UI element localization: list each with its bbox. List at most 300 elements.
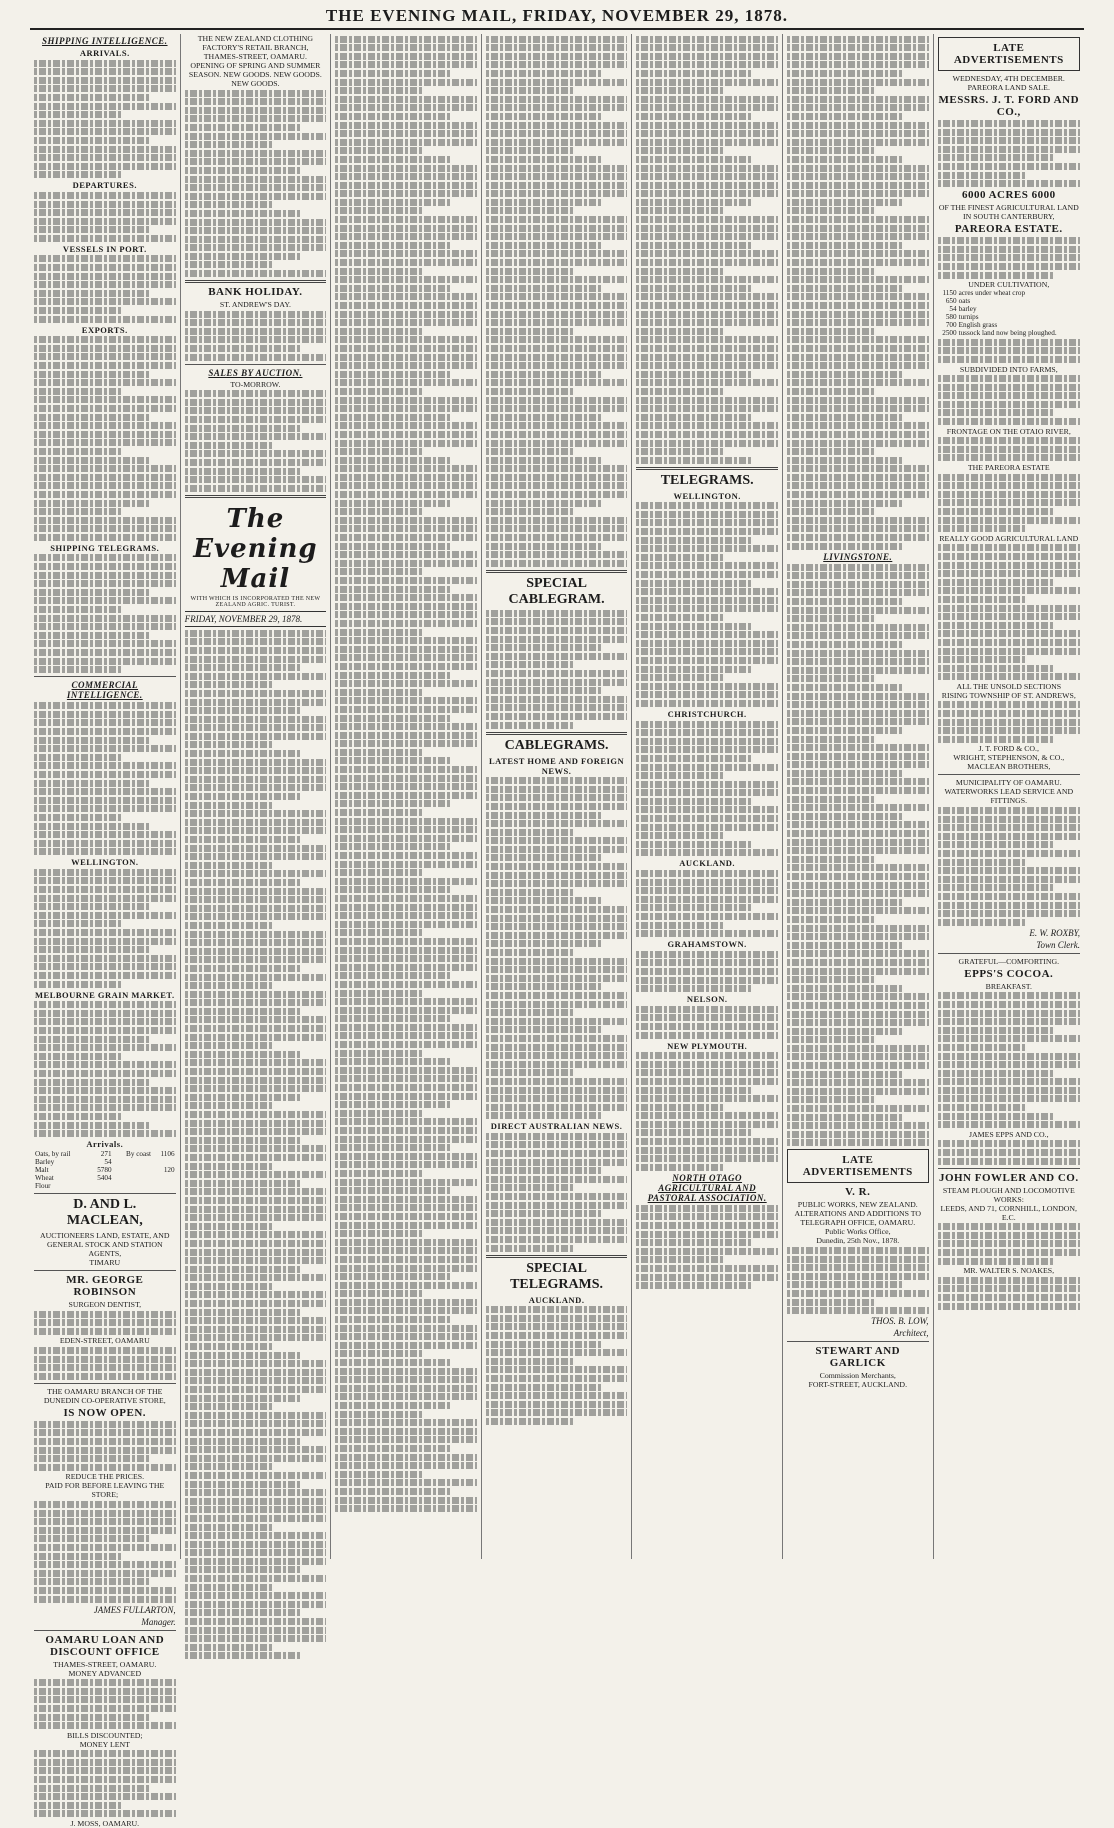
text-line <box>486 1018 628 1025</box>
text-line <box>335 156 451 163</box>
text-line <box>486 259 628 266</box>
text-line <box>34 388 122 395</box>
text-line <box>787 345 929 352</box>
text-line <box>486 1375 628 1382</box>
text-line <box>335 1101 451 1108</box>
text-line <box>335 345 477 352</box>
text-line <box>636 1256 724 1263</box>
text-line <box>335 1230 423 1237</box>
text-line <box>34 1364 176 1371</box>
text-line <box>787 667 929 674</box>
maclean-place: TIMARU <box>89 1258 121 1268</box>
text-line <box>636 87 724 94</box>
text-line <box>938 613 1080 620</box>
text-line <box>938 339 1080 346</box>
late-ads-heading-2: LATE ADVERTISEMENTS <box>953 42 1064 66</box>
text-line <box>185 450 327 457</box>
text-line <box>787 482 929 489</box>
text-line <box>185 853 327 860</box>
text-line <box>185 1584 273 1591</box>
text-line <box>938 375 1080 382</box>
text-line <box>335 165 477 172</box>
text-line <box>335 61 477 68</box>
table-cell: By coast <box>126 1150 151 1159</box>
text-line <box>34 658 176 665</box>
text-line <box>787 1002 929 1009</box>
text-line <box>34 632 150 639</box>
wellington-heading: WELLINGTON. <box>71 857 139 868</box>
text-line <box>938 992 1080 999</box>
text-line <box>636 53 778 60</box>
text-line <box>185 870 327 877</box>
text-line <box>486 422 628 429</box>
text-line <box>486 525 628 532</box>
text-line <box>636 832 724 839</box>
text-line <box>185 345 301 352</box>
text-line <box>34 218 176 225</box>
paper-subtitle: WITH WHICH IS INCORPORATED THE NEW ZEALAND AGRIC. TURIST. <box>190 595 321 608</box>
text-line <box>185 158 327 165</box>
text-line <box>34 1696 176 1703</box>
text-line <box>185 1102 273 1109</box>
maclean-sub: AUCTIONEERS LAND, ESTATE, AND GENERAL STOCK AND STATION AGENTS, <box>40 1231 170 1259</box>
text-line <box>938 807 1080 814</box>
text-line <box>34 290 150 297</box>
text-line <box>185 1128 327 1135</box>
text-line <box>636 571 778 578</box>
text-line <box>335 1299 477 1306</box>
text-line <box>185 1463 273 1470</box>
text-line <box>185 1403 273 1410</box>
text-line <box>486 285 602 292</box>
text-line <box>335 620 477 627</box>
text-line <box>34 938 176 945</box>
text-line <box>787 79 929 86</box>
text-line <box>335 878 477 885</box>
telegrams-heading: TELEGRAMS. <box>660 472 754 488</box>
text-line <box>335 225 477 232</box>
coop-title: THE OAMARU BRANCH OF THE DUNEDIN CO-OPERATIVE STORE, <box>43 1386 166 1405</box>
text-line <box>938 1223 1080 1230</box>
text-line <box>486 618 628 625</box>
text-line <box>185 319 327 326</box>
text-line <box>787 1139 929 1146</box>
text-line <box>787 70 903 77</box>
text-line <box>486 1061 628 1068</box>
text-line <box>486 362 628 369</box>
text-line <box>335 1075 477 1082</box>
text-line <box>335 207 423 214</box>
table-cell: Flour <box>35 1182 51 1191</box>
text-line <box>636 879 778 886</box>
text-line <box>335 87 423 94</box>
text-line <box>486 863 628 870</box>
text-line <box>335 749 423 756</box>
text-line <box>636 216 778 223</box>
text-line <box>335 285 451 292</box>
text-line <box>787 693 929 700</box>
text-line <box>335 250 477 257</box>
text-line <box>34 814 122 821</box>
text-line <box>486 543 602 550</box>
text-line <box>34 955 176 962</box>
text-line <box>787 770 903 777</box>
text-line <box>34 886 176 893</box>
text-line <box>636 422 778 429</box>
text-line <box>185 690 327 697</box>
text-line <box>486 79 628 86</box>
table-cell <box>152 1182 176 1190</box>
roxby-name: E. W. ROXBY, <box>1029 927 1080 938</box>
text-line <box>335 328 423 335</box>
text-line <box>636 691 778 698</box>
text-line <box>185 1575 327 1582</box>
text-line <box>636 336 778 343</box>
text-line <box>938 120 1080 127</box>
text-line <box>34 903 150 910</box>
ford2-line: J. T. FORD & CO., <box>978 744 1039 754</box>
text-line <box>636 930 778 937</box>
text-line <box>34 1104 176 1111</box>
text-line <box>34 482 176 489</box>
text-line <box>486 311 628 318</box>
text-line <box>335 1041 477 1048</box>
text-line <box>787 1290 929 1297</box>
text-line <box>636 640 778 647</box>
text-line <box>335 1316 451 1323</box>
text-line <box>34 1438 176 1445</box>
text-line <box>636 1274 778 1281</box>
text-line <box>636 519 778 526</box>
frontage-text <box>938 437 1080 461</box>
text-line <box>486 156 602 163</box>
text-line <box>938 605 1080 612</box>
text-line <box>185 1240 327 1247</box>
text-line <box>185 98 327 105</box>
text-line <box>335 1273 451 1280</box>
text-line <box>636 1129 752 1136</box>
text-line <box>34 255 176 262</box>
text-line <box>335 1333 477 1340</box>
text-line <box>335 1488 451 1495</box>
text-line <box>335 1462 477 1469</box>
text-line <box>938 237 1080 244</box>
text-line <box>486 147 574 154</box>
text-line <box>636 259 778 266</box>
melbourne-text <box>34 1001 176 1137</box>
text-line <box>787 1096 875 1103</box>
text-line <box>938 919 1026 926</box>
text-line <box>636 190 778 197</box>
text-line <box>335 1342 477 1349</box>
text-line <box>185 1532 327 1539</box>
text-line <box>938 884 1055 891</box>
text-line <box>486 534 628 541</box>
text-line <box>636 147 724 154</box>
loan-text-2 <box>34 1750 176 1817</box>
loan-place: THAMES-STREET, OAMARU. <box>53 1659 157 1669</box>
text-line <box>787 354 929 361</box>
in-port-text <box>34 255 176 322</box>
text-line <box>34 895 176 902</box>
text-line <box>787 319 929 326</box>
text-line <box>636 44 778 51</box>
text-line <box>335 646 477 653</box>
text-line <box>34 649 176 656</box>
text-line <box>185 1326 327 1333</box>
text-line <box>185 724 327 731</box>
text-line <box>636 913 778 920</box>
text-line <box>486 794 628 801</box>
text-line <box>335 1179 477 1186</box>
lowe-role: Architect, <box>893 1328 929 1339</box>
col4-text <box>486 36 628 567</box>
text-line <box>34 981 122 988</box>
text-line <box>787 736 875 743</box>
text-line <box>486 786 628 793</box>
divider <box>185 495 327 498</box>
text-line <box>636 414 752 421</box>
text-line <box>185 1524 273 1531</box>
text-line <box>185 270 327 277</box>
text-line <box>787 225 929 232</box>
text-line <box>486 319 628 326</box>
text-line <box>335 964 477 971</box>
text-line <box>34 1027 176 1034</box>
text-line <box>335 130 477 137</box>
text-line <box>34 1113 122 1120</box>
text-line <box>938 180 1080 187</box>
text-line <box>335 998 477 1005</box>
text-line <box>636 233 778 240</box>
text-line <box>335 1393 477 1400</box>
text-line <box>486 1009 574 1016</box>
text-line <box>34 474 176 481</box>
text-line <box>335 1050 423 1057</box>
robinson-title: MR. GEORGE ROBINSON <box>66 1274 144 1299</box>
text-line <box>486 336 628 343</box>
text-line <box>938 587 1080 594</box>
text-line <box>335 990 423 997</box>
text-line <box>787 761 929 768</box>
epps-text <box>938 992 1080 1128</box>
divider <box>938 774 1080 775</box>
text-line <box>34 1570 176 1577</box>
text-line <box>636 379 778 386</box>
leeds-line: LEEDS, AND 71, CORNHILL, LONDON, E.C. <box>940 1203 1077 1222</box>
table-cell <box>89 1182 113 1190</box>
text-line <box>335 259 477 266</box>
text-line <box>185 931 327 938</box>
text-line <box>636 328 724 335</box>
text-line <box>486 1176 628 1183</box>
text-line <box>636 631 778 638</box>
text-line <box>34 517 176 524</box>
text-line <box>34 379 176 386</box>
text-line <box>34 1587 176 1594</box>
text-line <box>636 130 778 137</box>
text-line <box>787 882 929 889</box>
text-line <box>486 130 628 137</box>
text-line <box>34 1347 176 1354</box>
north-otago-heading: NORTH OTAGO AGRICULTURAL AND PASTORAL ASSOCIATION. <box>647 1172 767 1203</box>
holiday-title: BANK HOLIDAY. <box>208 286 303 299</box>
text-line <box>335 1153 477 1160</box>
wright-line: WRIGHT, STEPHENSON, & CO., <box>953 753 1065 763</box>
text-line <box>185 1283 273 1290</box>
estate-text <box>938 237 1080 278</box>
coop-prices: REDUCE THE PRICES. <box>65 1472 145 1482</box>
table-cell: 650 <box>945 297 957 306</box>
text-line <box>335 1325 477 1332</box>
finest-line: OF THE FINEST AGRICULTURAL LAND <box>938 203 1079 213</box>
text-line <box>636 268 724 275</box>
text-line <box>185 1386 327 1393</box>
text-line <box>938 1018 1080 1025</box>
text-line <box>34 235 176 242</box>
really-text <box>938 544 1080 680</box>
text-line <box>335 629 423 636</box>
text-line <box>938 454 1080 461</box>
text-line <box>787 448 875 455</box>
text-line <box>335 732 477 739</box>
auckland-heading-2: AUCKLAND. <box>679 858 736 869</box>
text-line <box>486 457 602 464</box>
text-line <box>787 440 929 447</box>
text-line <box>486 1306 628 1313</box>
text-line <box>335 500 451 507</box>
text-line <box>185 167 301 174</box>
text-line <box>34 128 176 135</box>
text-line <box>636 545 778 552</box>
text-line <box>636 781 778 788</box>
text-line <box>787 182 929 189</box>
text-line <box>486 906 628 913</box>
sale-date: WEDNESDAY, 4TH DECEMBER. <box>952 74 1065 83</box>
text-line <box>34 422 176 429</box>
text-line <box>185 673 327 680</box>
text-line <box>636 721 778 728</box>
text-line <box>486 1104 628 1111</box>
text-line <box>787 564 929 571</box>
text-line <box>938 841 1055 848</box>
text-line <box>486 250 628 257</box>
divider <box>938 1168 1080 1169</box>
text-line <box>335 689 423 696</box>
text-line <box>486 1112 602 1119</box>
text-line <box>185 1197 327 1204</box>
text-line <box>486 508 574 515</box>
text-line <box>34 1679 176 1686</box>
robinson-place: EDEN-STREET, OAMARU <box>59 1336 150 1346</box>
text-line <box>185 459 327 466</box>
text-line <box>185 485 327 492</box>
text-line <box>787 589 929 596</box>
text-line <box>787 397 929 404</box>
text-line <box>335 1161 477 1168</box>
text-line <box>335 1213 477 1220</box>
text-line <box>787 53 929 60</box>
text-line <box>486 722 574 729</box>
wellington-heading-2: WELLINGTON. <box>673 490 741 501</box>
text-line <box>185 656 327 663</box>
text-line <box>486 1401 628 1408</box>
text-line <box>185 468 301 475</box>
text-line <box>34 589 150 596</box>
text-line <box>34 1535 150 1542</box>
text-line <box>787 864 929 871</box>
text-line <box>34 640 176 647</box>
text-line <box>335 577 477 584</box>
text-line <box>938 648 1080 655</box>
text-line <box>34 771 176 778</box>
text-line <box>34 711 176 718</box>
text-line <box>185 442 273 449</box>
text-line <box>34 448 122 455</box>
text-line <box>185 1420 327 1427</box>
auckland-heading: AUCKLAND. <box>528 1294 585 1305</box>
pareora-text <box>938 474 1080 533</box>
text-line <box>486 448 574 455</box>
epps-text-2 <box>938 1140 1080 1164</box>
text-line <box>34 831 176 838</box>
auckland-text <box>636 870 778 937</box>
text-line <box>486 1315 628 1322</box>
text-line <box>185 793 301 800</box>
text-line <box>335 405 477 412</box>
text-line <box>486 923 628 930</box>
text-line <box>938 129 1080 136</box>
text-line <box>486 328 574 335</box>
text-line <box>34 1785 150 1792</box>
fullarton-name: JAMES FULLARTON, <box>93 1604 176 1615</box>
text-line <box>787 87 875 94</box>
text-line <box>787 474 929 481</box>
text-line <box>34 1578 150 1585</box>
text-line <box>34 1311 176 1318</box>
late-ads-box <box>787 1149 929 1183</box>
table-cell: Malt <box>35 1166 49 1175</box>
text-line <box>787 1273 929 1280</box>
text-line <box>486 482 628 489</box>
text-line <box>486 777 628 784</box>
text-line <box>636 849 778 856</box>
text-line <box>486 1150 628 1157</box>
text-line <box>34 273 176 280</box>
text-line <box>34 103 176 110</box>
text-line <box>938 1249 1080 1256</box>
text-line <box>486 405 628 412</box>
text-line <box>34 912 176 919</box>
text-line <box>34 414 150 421</box>
text-line <box>486 61 628 68</box>
text-line <box>185 193 327 200</box>
melbourne-heading: MELBOURNE GRAIN MARKET. <box>35 989 175 1000</box>
text-line <box>636 614 724 621</box>
text-line <box>787 147 875 154</box>
text-line <box>636 1014 778 1021</box>
text-line <box>636 1069 778 1076</box>
col5-text <box>636 36 778 464</box>
text-line <box>34 1018 176 1025</box>
text-line <box>335 603 477 610</box>
moss-name: J. MOSS, OAMARU. <box>70 1819 140 1828</box>
text-line <box>636 36 778 43</box>
text-line <box>486 173 628 180</box>
exports-heading: EXPORTS. <box>81 324 128 335</box>
text-line <box>486 872 628 879</box>
text-line <box>486 225 628 232</box>
